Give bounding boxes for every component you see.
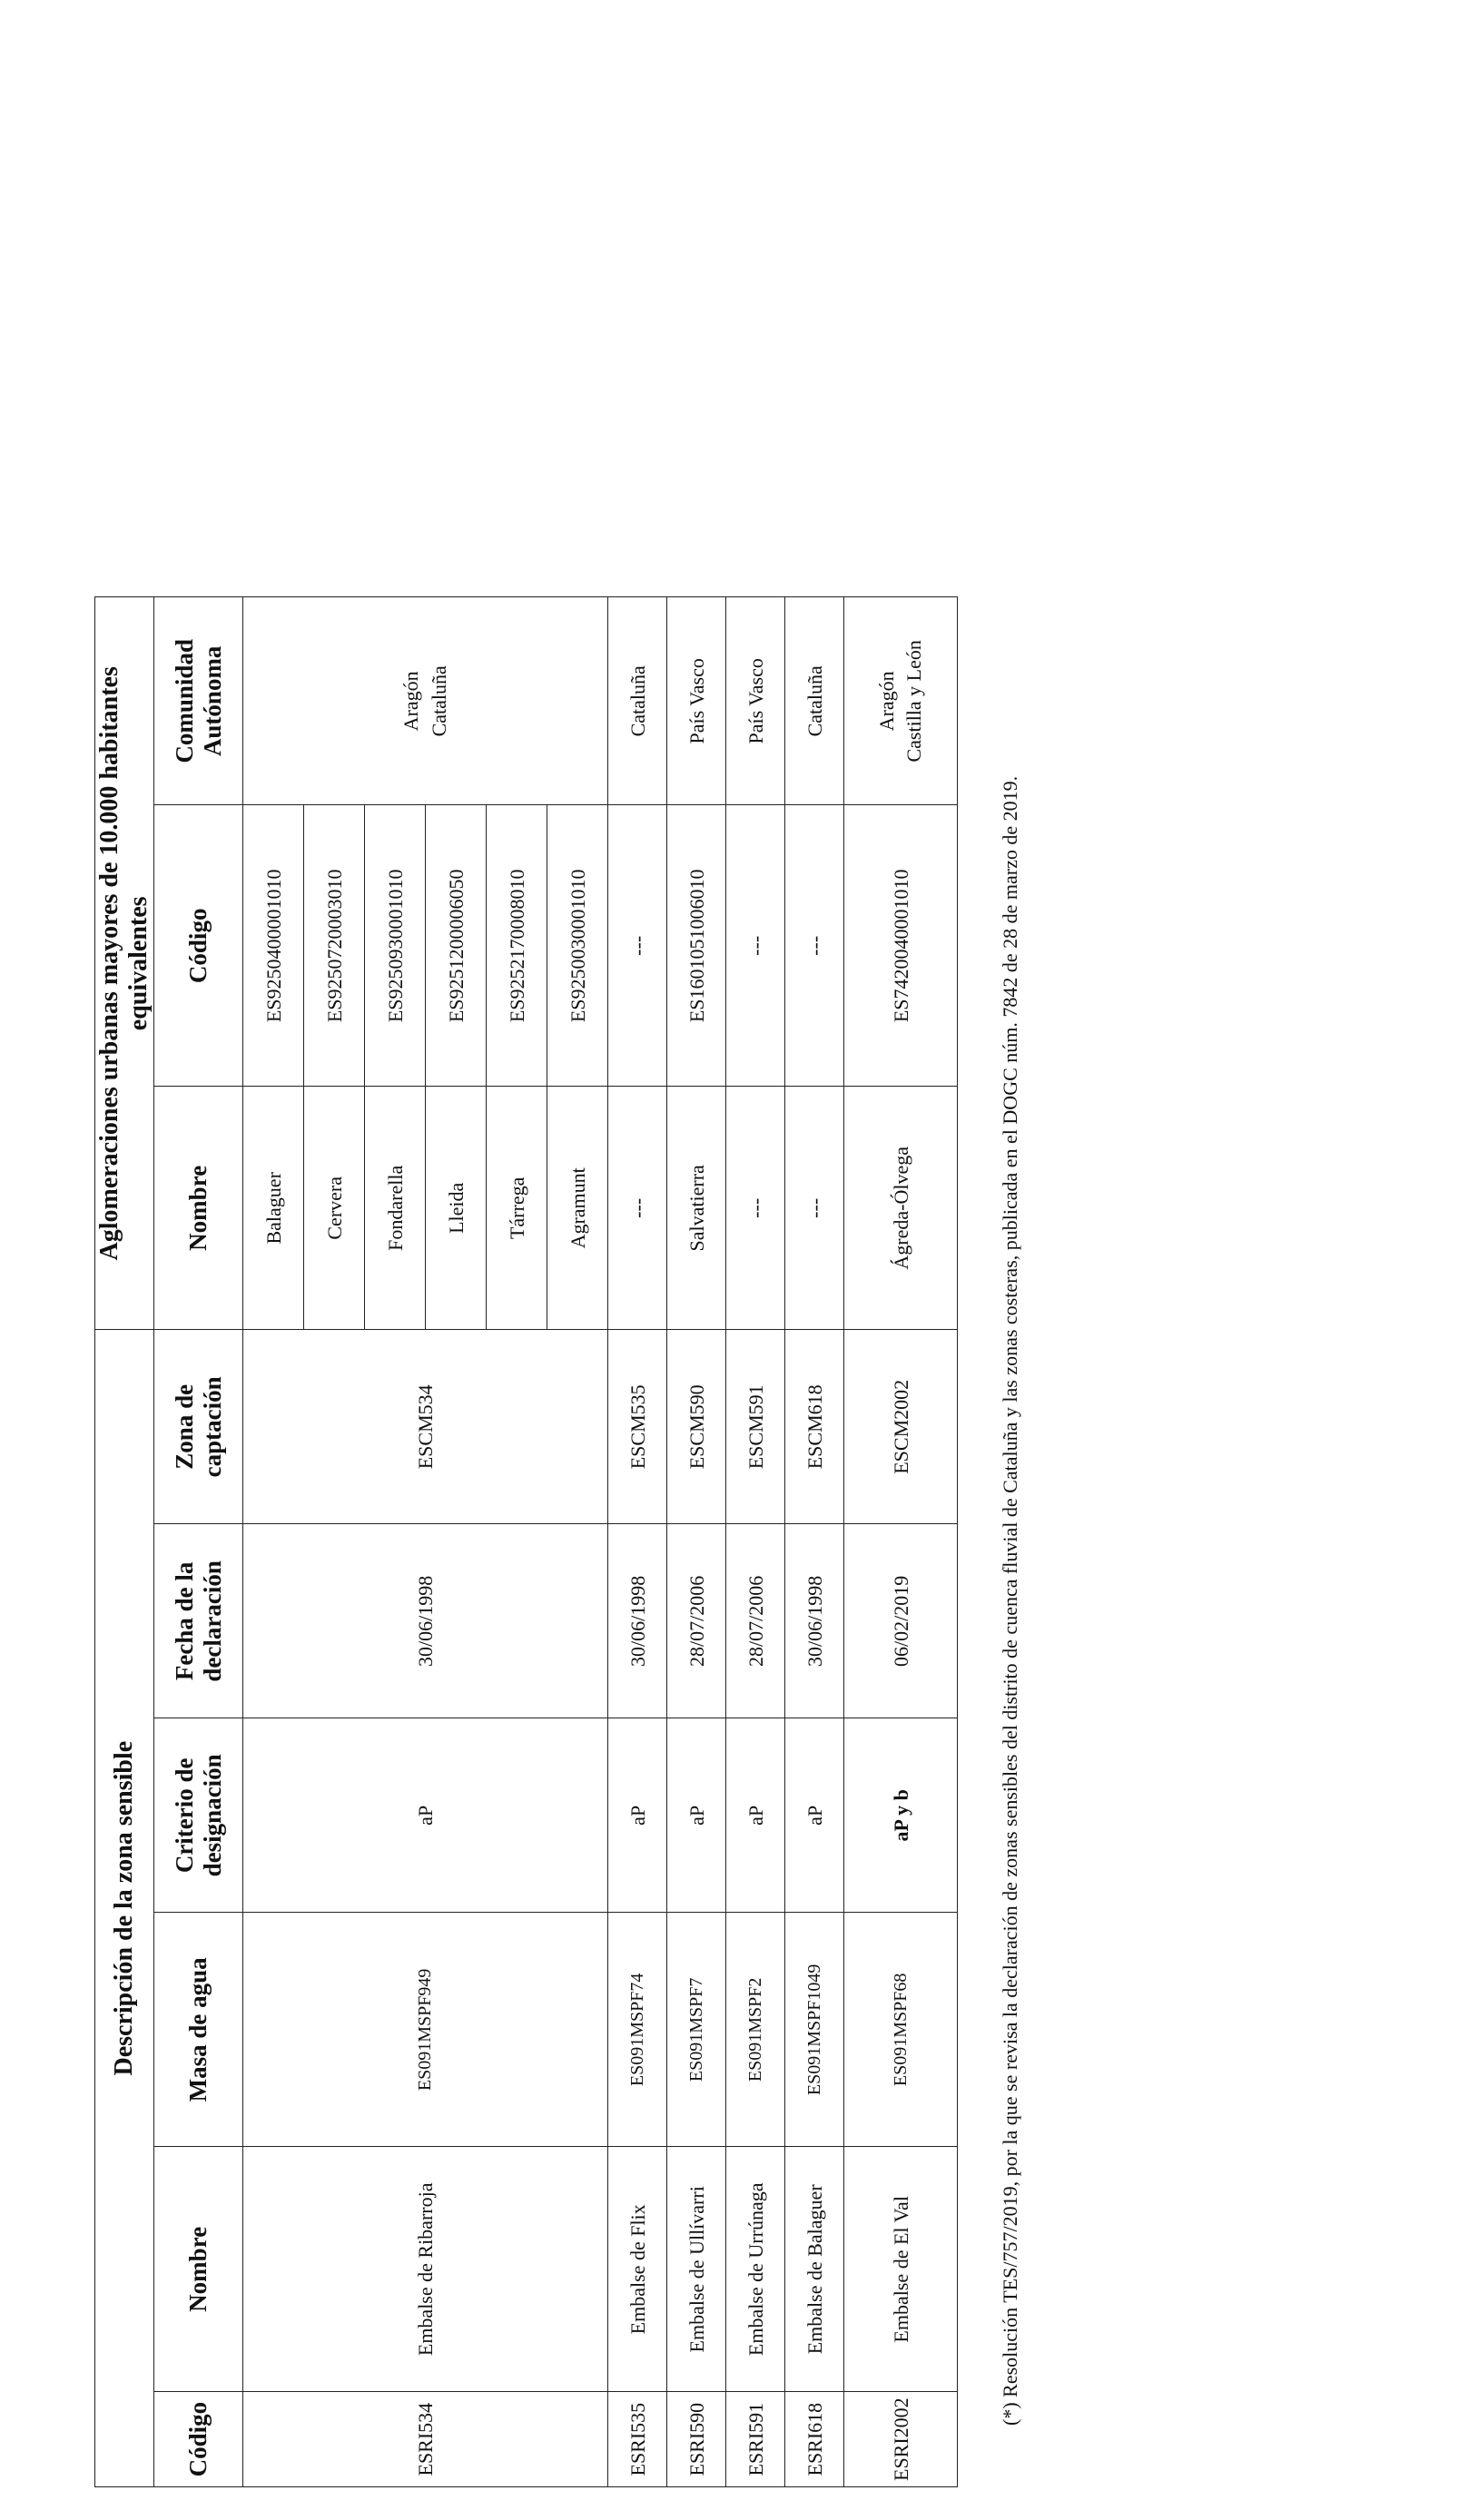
cell-aglo-nombre: --- [608,1087,667,1330]
cell-aglo-nombre: --- [726,1087,785,1330]
comunidad-line: Cataluña [427,665,450,737]
table-row [726,597,785,2487]
cell-comunidad [844,597,958,805]
cell-aglo-codigo: ES1601051006010 [667,805,726,1087]
comunidad-line: Castilla y León [902,640,926,763]
cell-nombre: Embalse de Ribarroja [243,2147,608,2392]
cell-zona: ESCM591 [726,1330,785,1524]
cell-criterio: aP [243,1718,608,1913]
header-nombre: Nombre [154,2147,243,2392]
cell-codigo: ESRI591 [726,2392,785,2487]
header-comunidad: Comunidad Autónoma [154,597,243,805]
cell-fecha: 30/06/1998 [785,1524,844,1718]
group-header-zona: Descripción de la zona sensible [95,1330,154,2487]
cell-zona: ESCM534 [243,1330,608,1524]
cell-nombre: Embalse de El Val [844,2147,958,2392]
cell-masa: ES091MSPF74 [608,1913,667,2147]
cell-aglo-nombre: Salvatierra [667,1087,726,1330]
cell-comunidad: Cataluña [785,597,844,805]
cell-aglo-nombre: --- [785,1087,844,1330]
group-header-row [95,597,154,2487]
cell-aglo-nombre: Balaguer [243,1087,304,1330]
cell-comunidad [243,597,608,805]
cell-aglo-codigo: ES9250930001010 [365,805,426,1087]
group-header-aglomeraciones: Aglomeraciones urbanas mayores de 10.000 habitantes equivalentes [95,597,154,1330]
cell-criterio: aP [667,1718,726,1913]
cell-criterio: aP [726,1718,785,1913]
header-fecha: Fecha de la declaración [154,1524,243,1718]
cell-criterio: aP y b [844,1718,958,1913]
table-row [608,597,667,2487]
cell-masa: ES091MSPF949 [243,1913,608,2147]
footnote: (*) Resolución TES/757/2019, por la que se revisa la declaración de zonas sensibles del distrito de cuenca fluvial de Cataluña y las zonas costeras, publicada en el DOGC núm. 7842 de 28 de marzo de 2019. [999,775,1021,2426]
cell-codigo: ESRI534 [243,2392,608,2487]
cell-masa: ES091MSPF68 [844,1913,958,2147]
header-aglo-nombre: Nombre [154,1087,243,1330]
cell-aglo-nombre: Agramunt [547,1087,608,1330]
cell-aglo-codigo: ES7420040001010 [844,805,958,1087]
cell-codigo: ESRI2002 [844,2392,958,2487]
cell-zona: ESCM590 [667,1330,726,1524]
sensitive-zones-table [94,596,958,2487]
cell-aglo-codigo: ES9250400001010 [243,805,304,1087]
table-row [667,597,726,2487]
cell-fecha: 28/07/2006 [667,1524,726,1718]
comunidad-line: Aragón [399,671,423,732]
cell-aglo-nombre: Cervera [304,1087,365,1330]
comunidad-line: Aragón [874,671,898,732]
table-row [243,597,304,2487]
cell-fecha: 06/02/2019 [844,1524,958,1718]
header-zona: Zona de captación [154,1330,243,1524]
cell-comunidad: País Vasco [726,597,785,805]
cell-fecha: 30/06/1998 [243,1524,608,1718]
cell-zona: ESCM2002 [844,1330,958,1524]
cell-masa: ES091MSPF2 [726,1913,785,2147]
header-aglo-codigo: Código [154,805,243,1087]
cell-aglo-nombre: Tárrega [487,1087,547,1330]
cell-codigo: ESRI535 [608,2392,667,2487]
cell-aglo-nombre: Fondarella [365,1087,426,1330]
cell-aglo-codigo: ES9250720003010 [304,805,365,1087]
header-masa: Masa de agua [154,1913,243,2147]
cell-aglo-nombre: Lleida [426,1087,487,1330]
cell-fecha: 30/06/1998 [608,1524,667,1718]
cell-aglo-codigo: ES9250030001010 [547,805,608,1087]
cell-codigo: ESRI618 [785,2392,844,2487]
cell-masa: ES091MSPF1049 [785,1913,844,2147]
header-criterio: Criterio de designación [154,1718,243,1913]
header-codigo: Código [154,2392,243,2487]
cell-aglo-codigo: ES9252170008010 [487,805,547,1087]
table-row [785,597,844,2487]
cell-aglo-codigo: ES9251200006050 [426,805,487,1087]
cell-aglo-codigo: --- [785,805,844,1087]
cell-comunidad: Cataluña [608,597,667,805]
cell-aglo-codigo: --- [726,805,785,1087]
cell-masa: ES091MSPF7 [667,1913,726,2147]
cell-nombre: Embalse de Ullívarri [667,2147,726,2392]
cell-zona: ESCM535 [608,1330,667,1524]
cell-criterio: aP [608,1718,667,1913]
cell-nombre: Embalse de Balaguer [785,2147,844,2392]
column-header-row [154,597,243,2487]
cell-fecha: 28/07/2006 [726,1524,785,1718]
cell-nombre: Embalse de Flix [608,2147,667,2392]
cell-zona: ESCM618 [785,1330,844,1524]
cell-criterio: aP [785,1718,844,1913]
table-row [844,597,958,2487]
cell-comunidad: País Vasco [667,597,726,805]
cell-aglo-nombre: Ágreda-Ólvega [844,1087,958,1330]
cell-nombre: Embalse de Urrúnaga [726,2147,785,2392]
cell-aglo-codigo: --- [608,805,667,1087]
cell-codigo: ESRI590 [667,2392,726,2487]
